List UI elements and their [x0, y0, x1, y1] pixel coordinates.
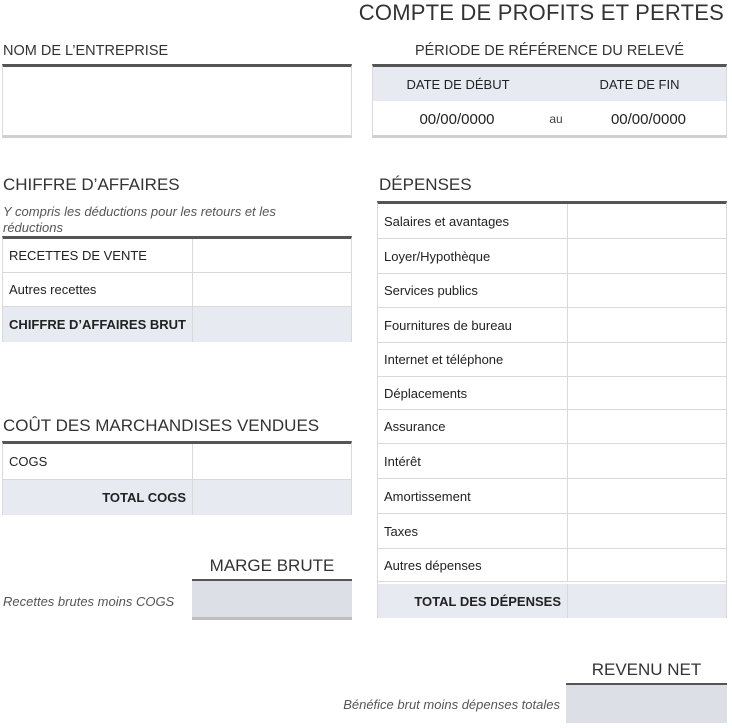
- cogs-total-value[interactable]: [192, 480, 351, 515]
- period-header: [373, 67, 726, 101]
- expenses-total-label: TOTAL DES DÉPENSES: [414, 593, 561, 609]
- expense-row-label: Déplacements: [384, 385, 468, 401]
- revenue-sales-input[interactable]: [192, 239, 351, 272]
- revenue-note: Y compris les déductions pour les retours et les réductions: [3, 204, 276, 235]
- revenue-heading: CHIFFRE D’AFFAIRES: [3, 175, 180, 194]
- revenue-row-other: [3, 273, 351, 307]
- expense-row-input[interactable]: [567, 444, 726, 478]
- expense-row-input[interactable]: [567, 410, 726, 443]
- revenue-total-value[interactable]: [192, 307, 351, 342]
- expense-row: [378, 343, 726, 377]
- expense-row-label: Assurance: [384, 419, 446, 434]
- start-date-field[interactable]: 00/00/0000: [419, 110, 495, 128]
- net-income-heading: REVENU NET: [591, 660, 702, 679]
- expense-row-input[interactable]: [567, 274, 726, 307]
- expense-row-input[interactable]: [567, 239, 726, 273]
- revenue-row-label: Autres recettes: [9, 282, 97, 297]
- expense-row: [378, 274, 726, 308]
- expense-row-input[interactable]: [567, 549, 726, 581]
- revenue-table: [2, 236, 352, 342]
- expense-row: [378, 239, 726, 274]
- period-box: [372, 64, 727, 138]
- expense-row: [378, 514, 726, 549]
- expense-row-input[interactable]: [567, 204, 726, 238]
- expenses-table: [377, 201, 727, 618]
- company-name-field[interactable]: [2, 64, 352, 138]
- expense-row-label: Taxes: [384, 523, 418, 539]
- expenses-total-value[interactable]: [567, 584, 726, 618]
- expense-row-label: Salaires et avantages: [384, 213, 510, 229]
- gross-margin-value[interactable]: [192, 581, 352, 620]
- expense-row: [378, 444, 726, 479]
- end-date-label: DATE DE FIN: [599, 76, 680, 92]
- expense-row: [378, 204, 726, 239]
- expense-row-label: Amortissement: [384, 488, 471, 504]
- expense-row-label: Fournitures de bureau: [384, 317, 512, 333]
- expense-row: [378, 549, 726, 582]
- date-separator: au: [549, 112, 563, 126]
- expense-row-input[interactable]: [567, 377, 726, 409]
- revenue-total-label: CHIFFRE D’AFFAIRES BRUT: [9, 317, 186, 332]
- expense-row-input[interactable]: [567, 514, 726, 548]
- cogs-heading: COÛT DES MARCHANDISES VENDUES: [3, 416, 320, 435]
- expenses-heading: DÉPENSES: [379, 175, 472, 194]
- expense-row-label: Services publics: [384, 283, 478, 298]
- revenue-row-label: RECETTES DE VENTE: [9, 248, 147, 263]
- start-date-label: DATE DE DÉBUT: [406, 76, 510, 92]
- cogs-input[interactable]: [192, 444, 351, 479]
- revenue-total-row: [3, 307, 351, 342]
- expense-row-label: Autres dépenses: [384, 557, 482, 573]
- expense-row-input[interactable]: [567, 343, 726, 376]
- expense-row: [378, 479, 726, 514]
- net-income-value[interactable]: [566, 685, 727, 723]
- cogs-total-label: TOTAL COGS: [102, 490, 186, 505]
- expense-row-input[interactable]: [567, 479, 726, 513]
- period-label: PÉRIODE DE RÉFÉRENCE DU RELEVÉ: [414, 43, 685, 59]
- expenses-total-row: [378, 584, 726, 618]
- expense-row: [378, 377, 726, 410]
- revenue-other-input[interactable]: [192, 273, 351, 306]
- expense-row-label: Loyer/Hypothèque: [384, 248, 491, 264]
- cogs-row: [3, 444, 351, 480]
- end-date-field[interactable]: 00/00/0000: [610, 110, 687, 128]
- net-income-note: Bénéfice brut moins dépenses totales: [343, 697, 560, 712]
- gross-margin-note: Recettes brutes moins COGS: [3, 594, 175, 609]
- cogs-table: [2, 441, 352, 515]
- gross-margin-heading: MARGE BRUTE: [209, 556, 335, 575]
- expense-row-label: Internet et téléphone: [384, 352, 504, 367]
- expense-row-input[interactable]: [567, 308, 726, 342]
- cogs-row-label: COGS: [9, 454, 48, 469]
- revenue-row-sales: [3, 239, 351, 273]
- cogs-total-row: [3, 480, 351, 515]
- company-name-label: NOM DE L’ENTREPRISE: [3, 43, 169, 59]
- period-values: [373, 101, 726, 137]
- expense-row: [378, 410, 726, 444]
- page-title: COMPTE DE PROFITS ET PERTES: [358, 0, 724, 25]
- expense-row: [378, 308, 726, 343]
- expense-row-label: Intérêt: [384, 453, 421, 469]
